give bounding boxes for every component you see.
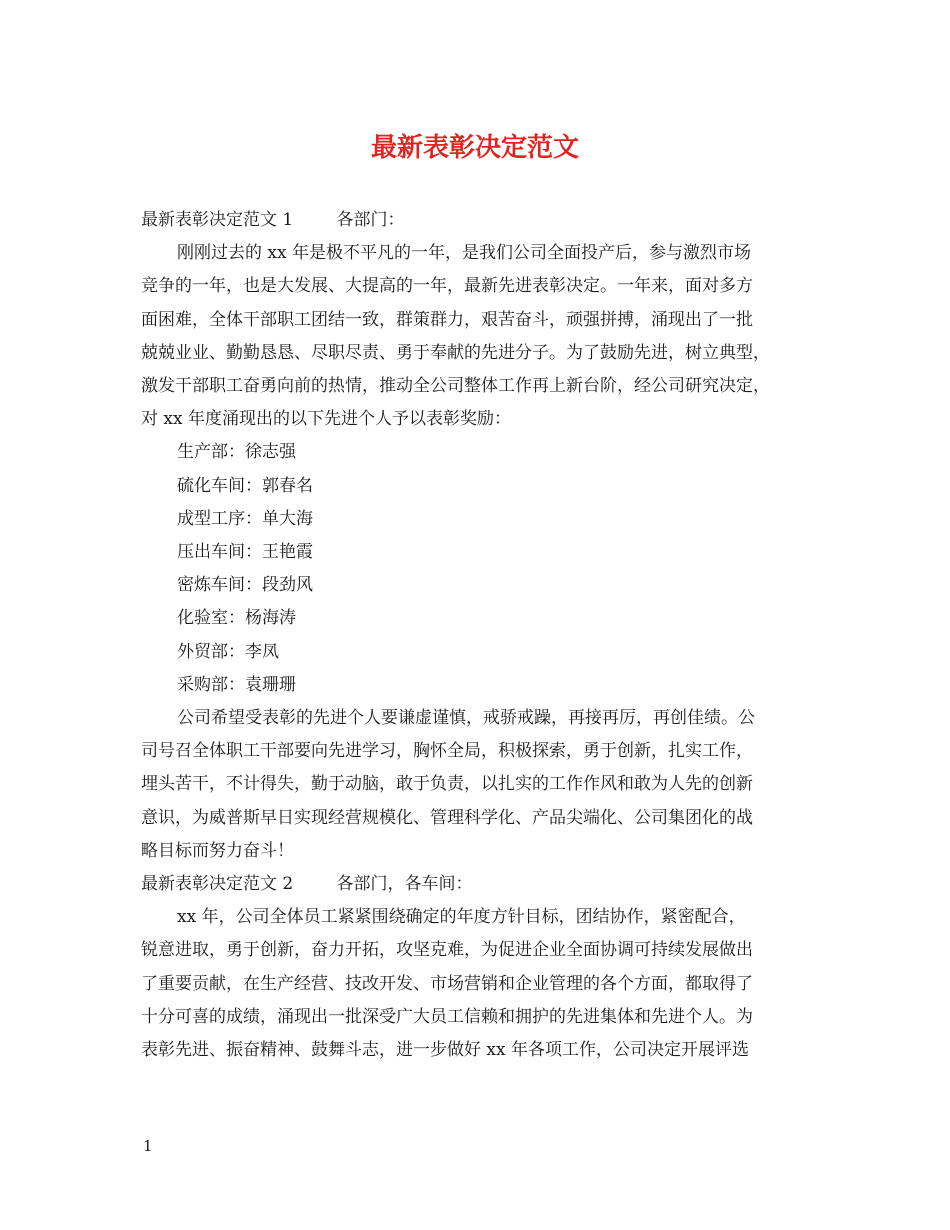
text-line: 面困难，全体干部职工团结一致，群策群力，艰苦奋斗，顽强拼搏，涌现出了一批: [141, 309, 753, 330]
text-line: 公司希望受表彰的先进个人要谦虚谨慎，戒骄戒躁，再接再厉，再创佳绩。公: [177, 708, 755, 729]
text-line: 司号召全体职工干部要向先进学习，胸怀全局，积极探索，勇于创新，扎实工作，: [141, 741, 753, 762]
text-line: 兢兢业业、勤勤恳恳、尽职尽责、勇于奉献的先进分子。为了鼓励先进，树立典型，: [141, 342, 770, 363]
text-line: 成型工序：单大海: [177, 508, 313, 529]
text-line: 生产部：徐志强: [177, 442, 296, 463]
text-line: xx 年，公司全体员工紧紧围绕确定的年度方针目标，团结协作，紧密配合，: [177, 907, 746, 928]
text-line: 压出车间：王艳霞: [177, 542, 313, 563]
text-line: 对 xx 年度涌现出的以下先进个人予以表彰奖励：: [141, 409, 511, 430]
text-line: 密炼车间：段劲风: [177, 575, 313, 596]
text-line: 激发干部职工奋勇向前的热情，推动全公司整体工作再上新台阶，经公司研究决定，: [141, 376, 770, 397]
document-body: [141, 204, 831, 1067]
text-line: 埋头苦干，不计得失，勤于动脑，敢于负责，以扎实的工作作风和敢为人先的创新: [141, 774, 753, 795]
text-line: 硫化车间：郭春名: [177, 475, 313, 496]
text-line: 锐意进取，勇于创新，奋力开拓，攻坚克难，为促进企业全面协调可持续发展做出: [141, 940, 753, 961]
text-line: 外贸部：李凤: [177, 641, 279, 662]
page-number: 1: [143, 1137, 153, 1155]
text-line: 略目标而努力奋斗！: [141, 840, 294, 861]
text-line: 竞争的一年，也是大发展、大提高的一年，最新先进表彰决定。一年来，面对多方: [141, 276, 753, 297]
text-line: 意识，为威普斯早日实现经营规模化、管理科学化、产品尖端化、公司集团化的战: [141, 807, 753, 828]
text-line: 化验室：杨海涛: [177, 608, 296, 629]
text-line: 最新表彰决定范文 2 各部门，各车间：: [141, 874, 473, 895]
text-line: 十分可喜的成绩，涌现出一批深受广大员工信赖和拥护的先进集体和先进个人。为: [141, 1006, 753, 1027]
text-line: 表彰先进、振奋精神、鼓舞斗志，进一步做好 xx 年各项工作，公司决定开展评选: [141, 1040, 749, 1061]
document-title: 最新表彰决定范文: [370, 133, 579, 163]
text-line: 最新表彰决定范文 1 各部门：: [141, 210, 405, 230]
text-line: 刚刚过去的 xx 年是极不平凡的一年，是我们公司全面投产后，参与激烈市场: [177, 243, 751, 264]
text-line: 采购部：袁珊珊: [177, 674, 296, 695]
text-line: 了重要贡献，在生产经营、技改开发、市场营销和企业管理的各个方面，都取得了: [141, 973, 753, 994]
